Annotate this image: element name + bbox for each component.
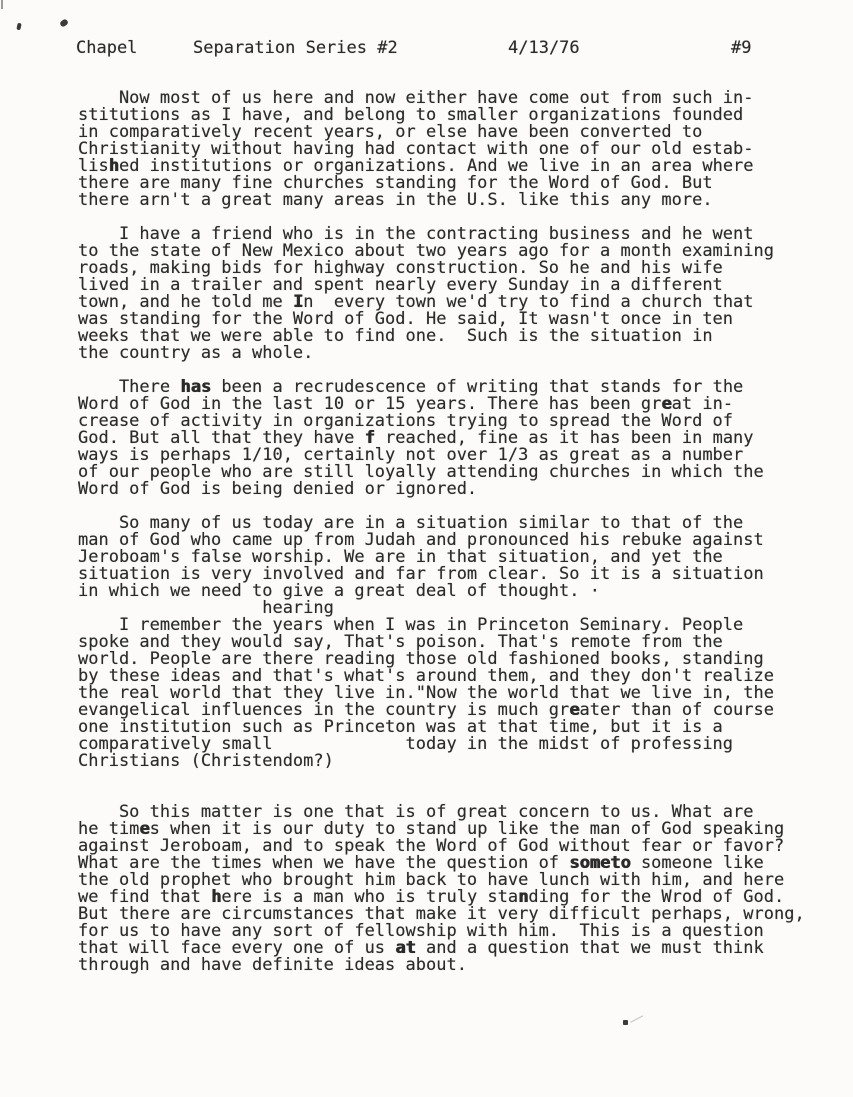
text-line: was standing for the Word of God. He said, It wasn't once in ten [78,309,734,329]
header-page-number: #9 [731,38,752,58]
text-line: we find that here is a man who is truly standing for the Wrod of God. [78,887,785,907]
text-line: world. People are there reading those old fashioned books, standing [78,649,764,669]
scan-edge-mark [1,0,3,9]
text-line: in comparatively recent years, or else have been converted to [78,122,703,142]
ink-speck [59,18,69,28]
overstruck-text: someto [569,853,631,873]
header-date: 4/13/76 [508,38,580,58]
text-line: there arn't a great many areas in the U.S. like this any more. [78,190,713,210]
text-line: Christians (Christendom?) [78,751,334,771]
text-line: Word of God is being denied or ignored. [78,479,478,499]
overstruck-text: e [569,700,580,720]
text-line: comparatively small today in the midst of professing [78,734,734,754]
text-line: that will face every one of us at and a question that we must think [78,938,764,958]
header-series: Separation Series #2 [193,38,398,58]
overstruck-text: h [211,887,222,907]
body-lines [78,90,838,974]
text-line: But there are circumstances that make it very difficult perhaps, wrong, [78,904,805,924]
text-line: through and have definite ideas about. [78,955,467,975]
text-line [78,770,838,787]
text-line: lished institutions or organizations. And we live in an area where [78,156,754,176]
text-line: Christianity without having had contact with one of our old estab- [78,139,754,159]
text-line: there are many fine churches standing for the Word of God. But [78,173,713,193]
ink-speck [16,23,21,31]
text-line: for us to have any sort of fellowship with him. This is a question [78,921,764,941]
text-line: he times when it is our duty to stand up like the man of God speaking [78,819,785,839]
overstruck-text: at [395,938,416,958]
text-line: evangelical influences in the country is much greater than of course [78,700,774,720]
text-line: by these ideas and that's what's around them, and they don't realize [78,666,774,686]
overstruck-text: has [180,377,212,397]
text-line: roads, making bids for highway construction. So he and his wife [78,258,723,278]
text-line: Jeroboam's false worship. We are in that situation, and yet the [78,547,723,567]
overstruck-text: h [108,156,119,176]
text-line: the country as a whole. [78,343,314,363]
text-line: God. But all that they have f reached, fine as it has been in many [78,428,754,448]
text-line: So many of us today are in a situation similar to that of the [78,513,744,533]
text-line: There has been a recrudescence of writing that stands for the [78,377,744,397]
text-line: lived in a trailer and spent nearly every Sunday in a different [78,275,723,295]
text-line: So this matter is one that is of great concern to us. What are [78,802,754,822]
text-line: situation is very involved and far from clear. So it is a situation [78,564,764,584]
text-line: to the state of New Mexico about two years ago for a month examining [78,241,774,261]
text-line: weeks that we were able to find one. Such is the situation in [78,326,713,346]
page-header [0,40,853,57]
text-line: Now most of us here and now either have come out from such in- [78,88,754,108]
scan-scratch [627,1009,643,1023]
text-line: town, and he told me In every town we'd try to find a church that [78,292,754,312]
text-line: the real world that they live in."Now the world that we live in, the [78,683,774,703]
text-line: I remember the years when I was in Princeton Seminary. People [78,615,744,635]
text-line: the old prophet who brought him back to have lunch with him, and here [78,870,785,890]
header-title: Chapel [76,38,138,58]
text-line: one institution such as Princeton was at that time, but it is a [78,717,723,737]
ink-speck [623,1020,628,1025]
overstruck-text: e [661,394,672,414]
text-line: spoke and they would say, That's poison. That's remote from the [78,632,723,652]
text-line: hearing [78,598,334,618]
overstruck-text: e [139,819,150,839]
text-line: ways is perhaps 1/10, certainly not over 1/3 as great as a number [78,445,744,465]
text-line: stitutions as I have, and belong to smaller organizations founded [78,105,744,125]
text-line: of our people who are still loyally attending churches in which the [78,462,764,482]
text-line: against Jeroboam, and to speak the Word of God without fear or favor? [78,836,785,856]
text-line: crease of activity in organizations trying to spread the Word of [78,411,734,431]
text-line: Word of God in the last 10 or 15 years. There has been great in- [78,394,734,414]
text-line: in which we need to give a great deal of thought. · [78,581,600,601]
text-line: man of God who came up from Judah and pronounced his rebuke against [78,530,764,550]
overstruck-text: I [292,292,304,312]
overstruck-text: n [518,887,529,907]
text-line: What are the times when we have the question of someto someone like [78,853,764,873]
overstruck-text: f [364,428,375,448]
text-line: I have a friend who is in the contracting business and he went [78,224,754,244]
